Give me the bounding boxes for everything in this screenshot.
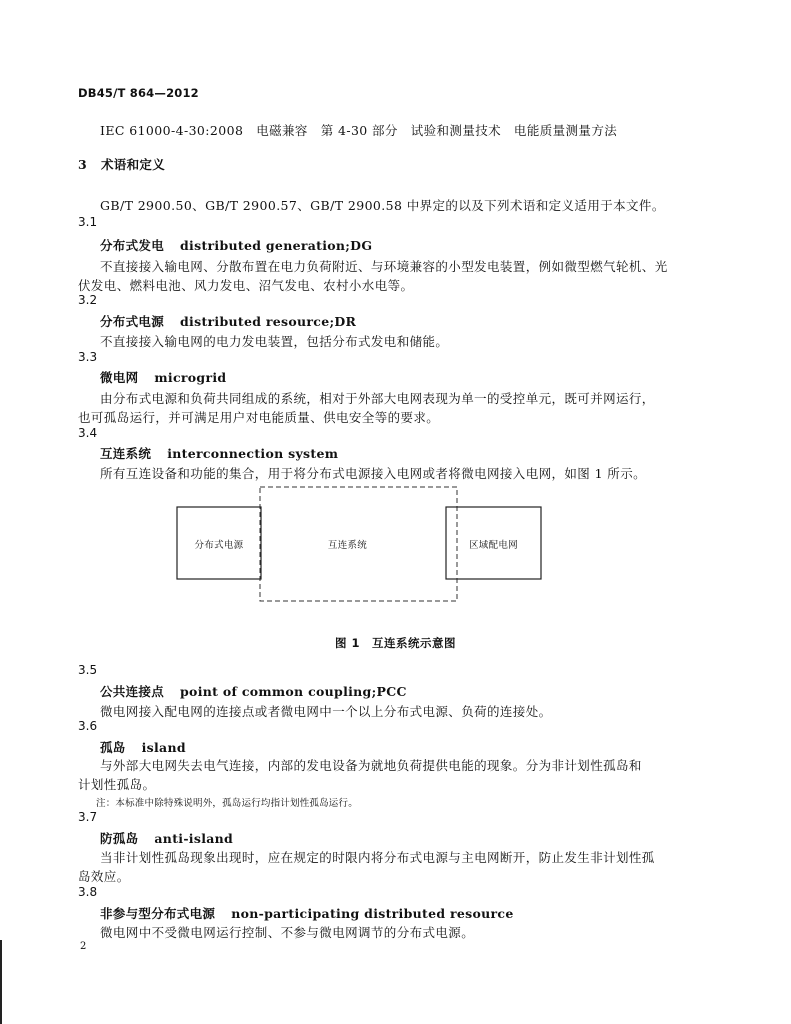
section-title: 术语和定义: [101, 157, 166, 172]
term-number: 3.2: [78, 293, 98, 307]
definition-line: 不直接接入输电网、分散布置在电力负荷附近、与环境兼容的小型发电装置，例如微型燃气轮机、光: [100, 259, 668, 274]
term-zh: 分布式电源: [100, 314, 165, 329]
definition-line: 计划性孤岛。: [78, 777, 156, 792]
definition-line: 由分布式电源和负荷共同组成的系统，相对于外部大电网表现为单一的受控单元，既可并网运行，: [100, 391, 655, 406]
term-en: distributed generation;DG: [180, 238, 373, 253]
term-number: 3.1: [78, 215, 98, 229]
term-en: interconnection system: [167, 446, 339, 461]
term-zh: 孤岛: [100, 740, 126, 755]
term-zh: 非参与型分布式电源: [100, 906, 216, 921]
definition-line: 所有互连设备和功能的集合，用于将分布式电源接入电网或者将微电网接入电网，如图 1 所示。: [100, 466, 647, 481]
figure-caption: 图 1 互连系统示意图: [334, 636, 456, 650]
definition-line: 当非计划性孤岛现象出现时，应在规定的时限内将分布式电源与主电网断开，防止发生非计划性孤: [100, 850, 655, 865]
term-heading: [100, 682, 407, 700]
term-number: 3.5: [78, 663, 98, 677]
term-heading: [100, 368, 226, 386]
term-heading: [100, 829, 233, 847]
definition-line: 微电网接入配电网的连接点或者微电网中一个以上分布式电源、负荷的连接处。: [100, 704, 552, 719]
term-heading: [100, 312, 356, 330]
term-number: 3.4: [78, 426, 98, 440]
document-id: DB45/T 864—2012: [78, 86, 199, 100]
term-en: anti-island: [154, 831, 234, 846]
distributed-resource-label: 分布式电源: [194, 540, 244, 551]
intro-paragraph: GB/T 2900.50、GB/T 2900.57、GB/T 2900.58 中界定的以及下列术语和定义适用于本文件。: [100, 198, 665, 213]
page-number: 2: [80, 941, 87, 952]
definition-line: 也可孤岛运行，并可满足用户对电能质量、供电安全等的要求。: [78, 410, 440, 425]
definition-line: 不直接接入输电网的电力发电装置，包括分布式发电和储能。: [100, 334, 449, 349]
term-en: non-participating distributed resource: [231, 906, 514, 921]
term-heading: [100, 738, 186, 756]
term-number: 3.6: [78, 719, 98, 733]
reference-line: IEC 61000-4-30:2008 电磁兼容 第 4-30 部分 试验和测量技术 电能质量测量方法: [100, 123, 618, 138]
term-zh: 微电网: [100, 370, 139, 385]
definition-line: 与外部大电网失去电气连接，内部的发电设备为就地负荷提供电能的现象。分为非计划性孤岛和: [100, 758, 642, 773]
note: 注：本标准中除特殊说明外，孤岛运行均指计划性孤岛运行。: [96, 798, 358, 809]
area-grid-label: 区域配电网: [468, 540, 518, 551]
term-zh: 防孤岛: [100, 831, 139, 846]
term-number: 3.7: [78, 810, 98, 824]
term-heading: [100, 904, 514, 922]
scan-edge-line: [0, 940, 2, 1024]
term-en: point of common coupling;PCC: [180, 684, 407, 699]
term-heading: [100, 236, 372, 254]
term-en: microgrid: [154, 370, 227, 385]
term-en: distributed resource;DR: [180, 314, 357, 329]
section-heading: [78, 155, 165, 173]
definition-line: 岛效应。: [78, 869, 130, 884]
interconnection-system-label: 互连系统: [327, 540, 368, 551]
term-en: island: [141, 740, 186, 755]
term-zh: 公共连接点: [100, 684, 165, 699]
term-number: 3.8: [78, 885, 98, 899]
term-number: 3.3: [78, 350, 98, 364]
definition-line: 伏发电、燃料电池、风力发电、沼气发电、农村小水电等。: [78, 278, 414, 293]
definition-line: 微电网中不受微电网运行控制、不参与微电网调节的分布式电源。: [100, 925, 475, 940]
term-zh: 分布式发电: [100, 238, 165, 253]
section-number: 3: [78, 157, 87, 172]
term-heading: [100, 444, 338, 462]
term-zh: 互连系统: [100, 446, 152, 461]
